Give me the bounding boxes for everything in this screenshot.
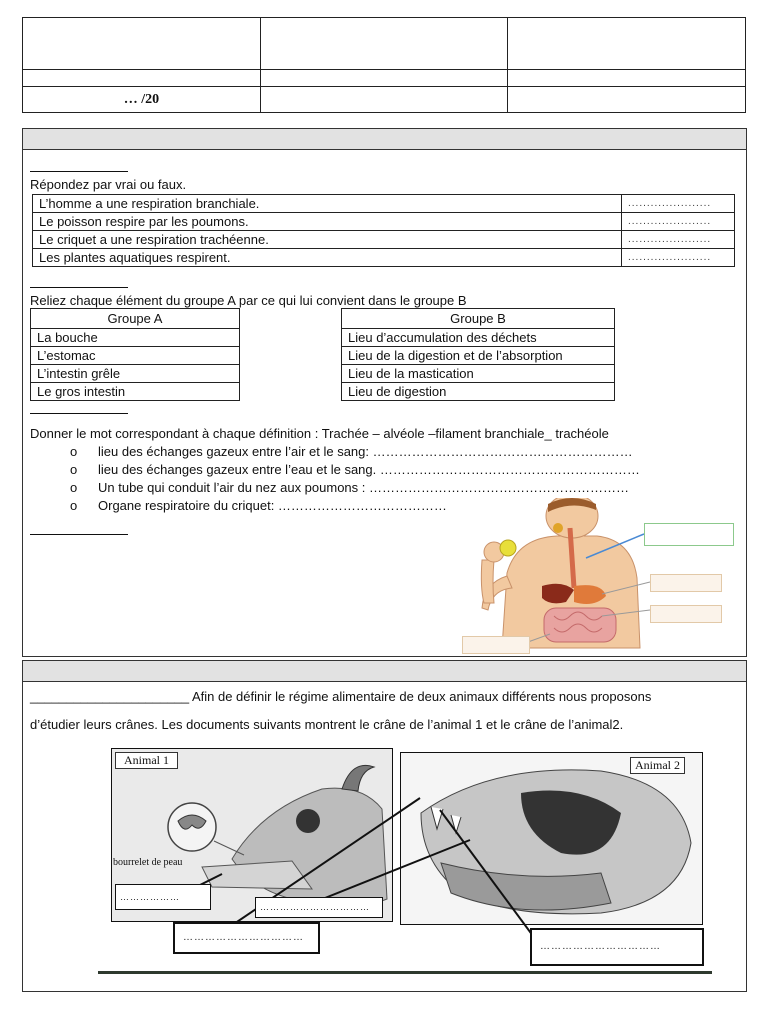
statement: Le poisson respire par les poumons. — [33, 213, 622, 231]
ex2-instruction: Reliez chaque élément du groupe A par ce qui lui convient dans le groupe B — [30, 293, 467, 308]
group-a-item: L’intestin grêle — [31, 365, 240, 383]
animal1-label: Animal 1 — [115, 752, 178, 769]
group-b-item: Lieu de la mastication — [342, 365, 615, 383]
group-a-item: Le gros intestin — [31, 383, 240, 401]
list-item: o Organe respiratoire du criquet: ………………………………… — [70, 498, 447, 513]
group-b-item: Lieu de la digestion et de l’absorption — [342, 347, 615, 365]
statement: Les plantes aquatiques respirent. — [33, 249, 622, 267]
list-item: o lieu des échanges gazeux entre l’air et le sang: …………………………………………………… — [70, 444, 633, 459]
group-a-title: Groupe A — [31, 309, 240, 329]
skull-answer-box[interactable]: ……………… — [115, 884, 211, 910]
animal2-label: Animal 2 — [630, 757, 685, 774]
group-b-item: Lieu de digestion — [342, 383, 615, 401]
skull-answer-box[interactable]: …………………………… — [173, 922, 320, 954]
group-b-item: Lieu d’accumulation des déchets — [342, 329, 615, 347]
bottom-rule — [98, 971, 712, 974]
group-a-item: La bouche — [31, 329, 240, 347]
ex1-instruction: Répondez par vrai ou faux. — [30, 177, 187, 192]
answer-field[interactable]: ...................... — [622, 249, 735, 267]
list-item: o lieu des échanges gazeux entre l’eau et le sang. …………………………………………………… — [70, 462, 640, 477]
group-a-item: L’estomac — [31, 347, 240, 365]
statement: L’homme a une respiration branchiale. — [33, 195, 622, 213]
part2-intro-line2: d’étudier leurs crânes. Les documents suivants montrent le crâne de l’animal 1 et le crâne de l’animal2. — [30, 717, 624, 732]
skull-answer-box[interactable]: …………………………… — [255, 897, 383, 918]
score-cell: … /20 — [23, 87, 261, 113]
statement: Le criquet a une respiration trachéenne. — [33, 231, 622, 249]
animal1-note: bourrelet de peau — [113, 857, 183, 868]
group-b-title: Groupe B — [342, 309, 615, 329]
answer-field[interactable]: ...................... — [622, 231, 735, 249]
part2-intro-line1: ______________________ Afin de définir le régime alimentaire de deux animaux différents nous proposons — [30, 689, 652, 704]
answer-field[interactable]: ...................... — [622, 195, 735, 213]
answer-field[interactable]: ...................... — [622, 213, 735, 231]
skull-answer-box[interactable]: …………………………… — [530, 928, 704, 966]
list-item: o Un tube qui conduit l’air du nez aux poumons : …………………………………………………… — [70, 480, 630, 495]
ex3-instruction: Donner le mot correspondant à chaque définition : Trachée – alvéole –filament branchiale_ trachéole — [30, 426, 609, 441]
